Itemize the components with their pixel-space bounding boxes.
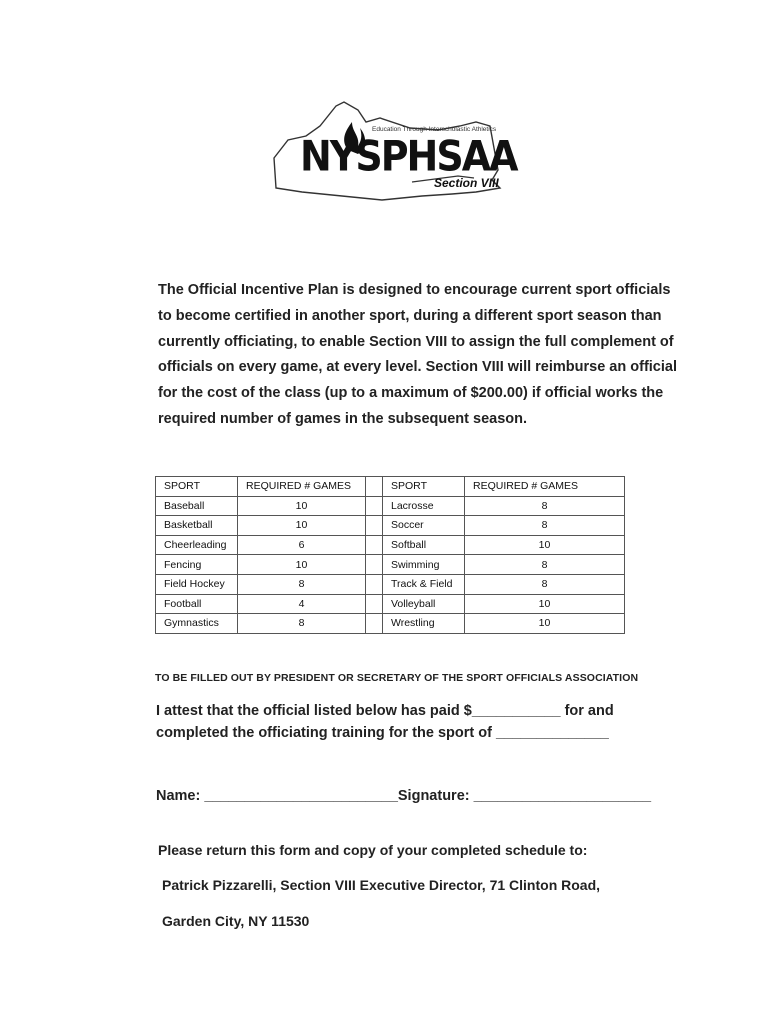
games-cell: 10 bbox=[238, 516, 366, 536]
mailing-address-line-2: Garden City, NY 11530 bbox=[162, 913, 310, 929]
mailing-address-line-1: Patrick Pizzarelli, Section VIII Executive Director, 71 Clinton Road, bbox=[162, 877, 601, 893]
table-row bbox=[156, 614, 625, 634]
header-games-left: REQUIRED # GAMES bbox=[238, 477, 366, 497]
sport-cell: Fencing bbox=[156, 555, 238, 575]
logo-wordmark: NYSPHSAA bbox=[300, 131, 517, 181]
sport-cell: Field Hockey bbox=[156, 574, 238, 594]
sport-cell: Track & Field bbox=[383, 574, 465, 594]
attestation-statement: I attest that the official listed below has paid $___________ for and completed the officiating training for the sport of ______________ bbox=[156, 703, 614, 741]
required-games-table bbox=[155, 476, 625, 634]
games-cell: 8 bbox=[465, 516, 625, 536]
sport-cell: Soccer bbox=[383, 516, 465, 536]
table-row bbox=[156, 516, 625, 536]
column-divider bbox=[366, 535, 383, 555]
intro-paragraph: The Official Incentive Plan is designed to encourage current sport officials to become certified in another sport, during a different sport season than currently officiating, to enable Section VIII to assign the full complement of officials on every game, at every level. Section VIII will reimburse an official for the cost of the class (up to a maximum of $200.00) if official works the required number of games in the subsequent season. bbox=[158, 282, 677, 427]
games-cell: 10 bbox=[465, 594, 625, 614]
sport-cell: Volleyball bbox=[383, 594, 465, 614]
table-header-row bbox=[156, 477, 625, 497]
column-divider bbox=[366, 516, 383, 536]
games-cell: 10 bbox=[238, 555, 366, 575]
games-cell: 8 bbox=[238, 574, 366, 594]
header-sport-left: SPORT bbox=[156, 477, 238, 497]
games-cell: 8 bbox=[238, 614, 366, 634]
fill-out-instruction: TO BE FILLED OUT BY PRESIDENT OR SECRETARY OF THE SPORT OFFICIALS ASSOCIATION bbox=[155, 672, 639, 684]
sport-cell: Football bbox=[156, 594, 238, 614]
table-row bbox=[156, 555, 625, 575]
sport-cell: Cheerleading bbox=[156, 535, 238, 555]
games-cell: 10 bbox=[238, 496, 366, 516]
sport-cell: Basketball bbox=[156, 516, 238, 536]
column-divider bbox=[366, 555, 383, 575]
table-row bbox=[156, 594, 625, 614]
games-cell: 4 bbox=[238, 594, 366, 614]
column-divider bbox=[366, 496, 383, 516]
sport-cell: Wrestling bbox=[383, 614, 465, 634]
name-signature-line: Name: ________________________Signature: ______________________ bbox=[156, 788, 652, 804]
table-row bbox=[156, 574, 625, 594]
sport-cell: Gymnastics bbox=[156, 614, 238, 634]
sport-cell: Swimming bbox=[383, 555, 465, 575]
nysphsaa-logo bbox=[262, 96, 517, 204]
logo-tagline: Education Through Interscholastic Athletics bbox=[372, 126, 497, 133]
table-row bbox=[156, 535, 625, 555]
games-cell: 8 bbox=[465, 496, 625, 516]
games-cell: 8 bbox=[465, 574, 625, 594]
sport-cell: Softball bbox=[383, 535, 465, 555]
games-cell: 8 bbox=[465, 555, 625, 575]
column-divider bbox=[366, 614, 383, 634]
games-cell: 6 bbox=[238, 535, 366, 555]
sport-cell: Lacrosse bbox=[383, 496, 465, 516]
column-divider bbox=[366, 477, 383, 497]
sport-cell: Baseball bbox=[156, 496, 238, 516]
games-cell: 10 bbox=[465, 614, 625, 634]
return-instructions: Please return this form and copy of your completed schedule to: bbox=[158, 842, 588, 858]
games-cell: 10 bbox=[465, 535, 625, 555]
header-games-right: REQUIRED # GAMES bbox=[465, 477, 625, 497]
table-row bbox=[156, 496, 625, 516]
header-sport-right: SPORT bbox=[383, 477, 465, 497]
column-divider bbox=[366, 594, 383, 614]
column-divider bbox=[366, 574, 383, 594]
logo-section: Section VIII bbox=[434, 176, 499, 190]
